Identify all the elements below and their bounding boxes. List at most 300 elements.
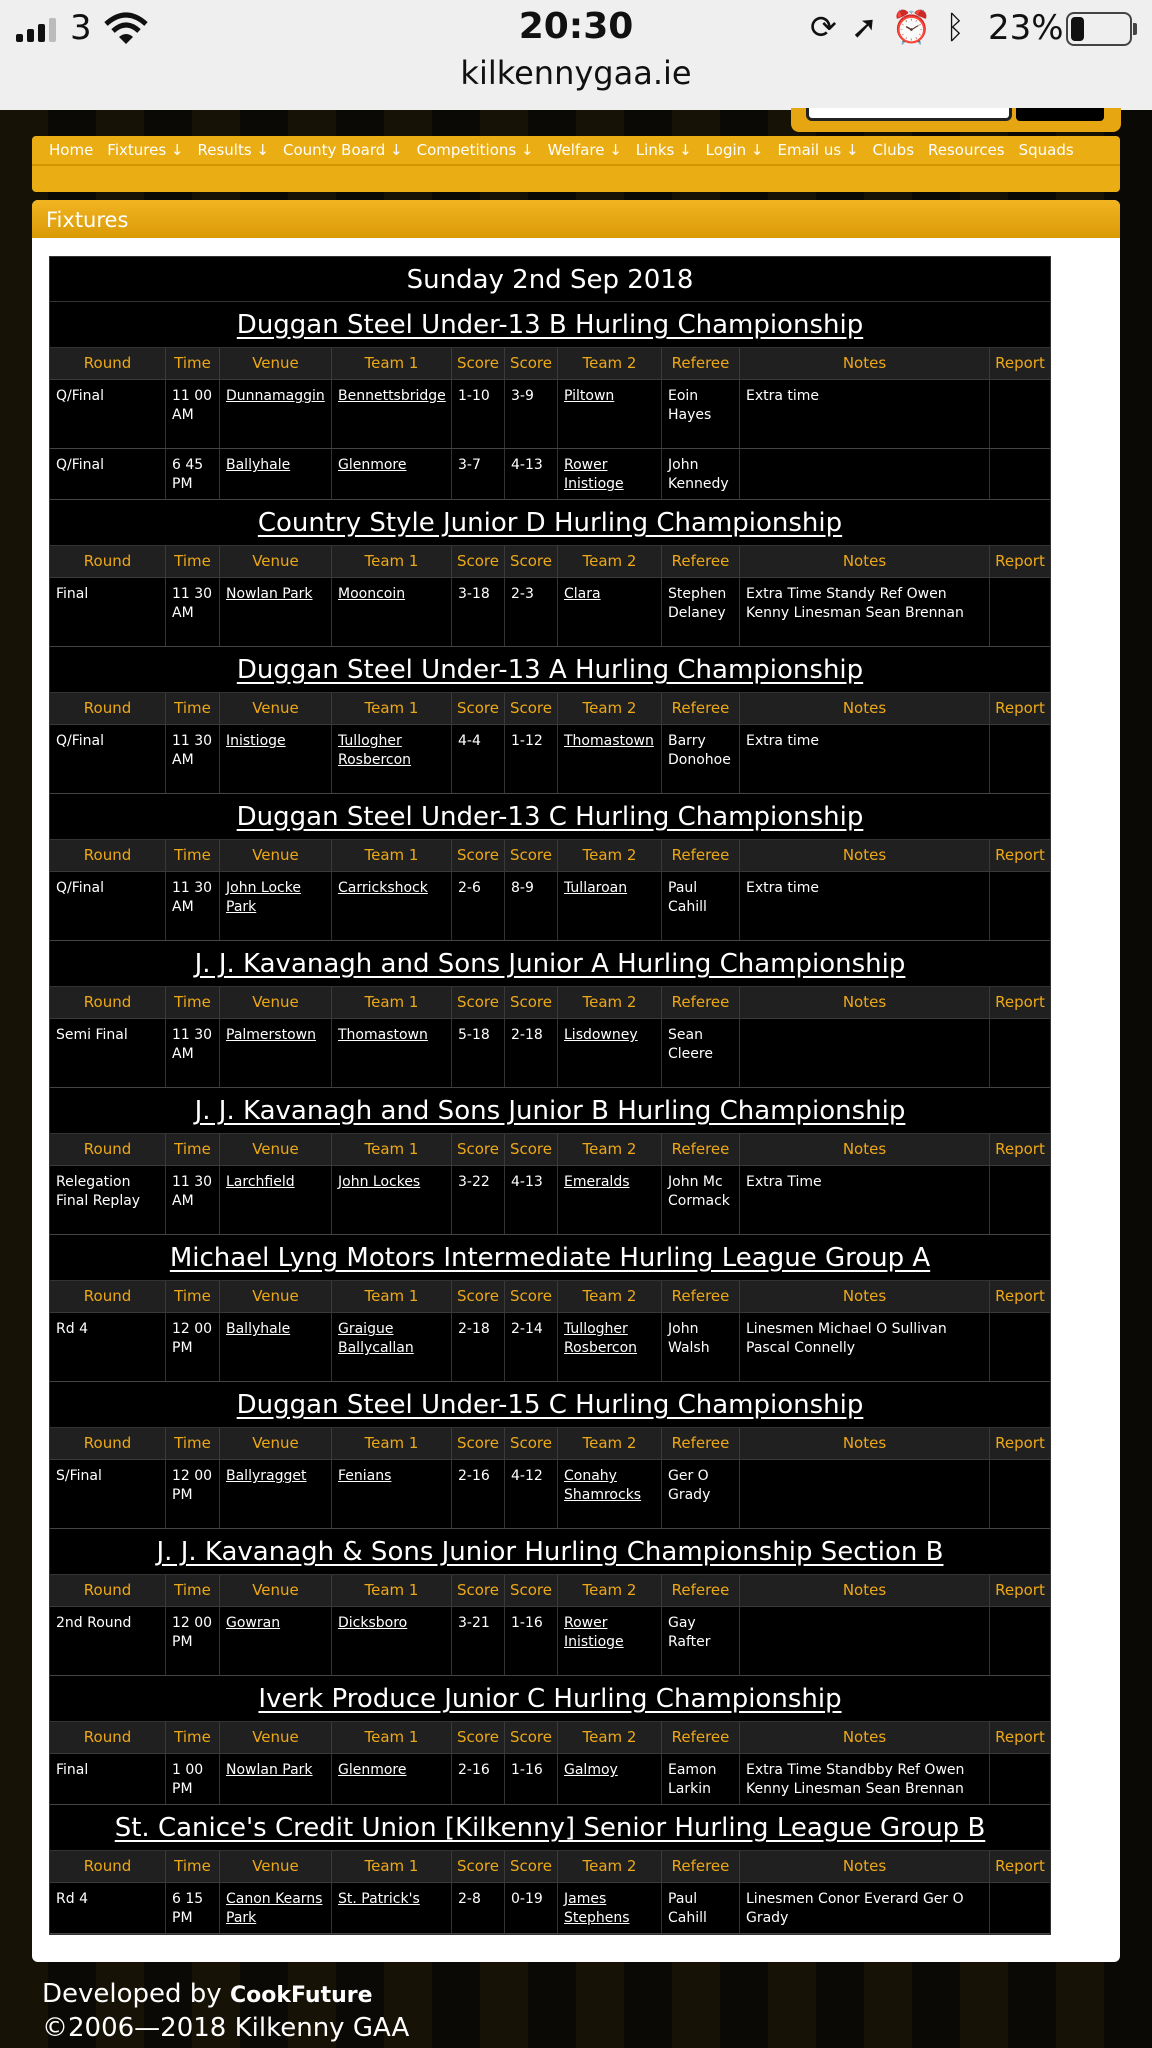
search-input[interactable] (806, 108, 1012, 121)
cell-round: Relegation Final Replay (50, 1166, 166, 1234)
cell-time: 11 30 AM (166, 872, 220, 940)
column-header-team-2: Team 2 (558, 1851, 662, 1882)
cell-team2[interactable]: Rower Inistioge (558, 1607, 662, 1675)
column-header-time: Time (166, 693, 220, 724)
cell-score2: 4-13 (505, 449, 558, 499)
competition-link[interactable]: Iverk Produce Junior C Hurling Championship (258, 1684, 842, 1714)
cell-round: Semi Final (50, 1019, 166, 1087)
cell-team2[interactable]: Rower Inistioge (558, 449, 662, 499)
column-header-notes: Notes (740, 693, 990, 724)
footer-copyright: ©2006—2018 Kilkenny GAA (42, 2013, 410, 2043)
competition-title (50, 1088, 1050, 1134)
table-header-row (50, 840, 1050, 872)
cell-venue[interactable]: Gowran (220, 1607, 332, 1675)
cell-team2[interactable]: Conahy Shamrocks (558, 1460, 662, 1528)
column-header-venue: Venue (220, 348, 332, 379)
competition-title (50, 794, 1050, 840)
competition-title (50, 302, 1050, 348)
column-header-report: Report (995, 1287, 1045, 1305)
column-header-score: Score (452, 1281, 505, 1312)
column-header-score: Score (505, 1428, 558, 1459)
cell-score2: 1-16 (505, 1607, 558, 1675)
competition-title (50, 1235, 1050, 1281)
battery-percentage: 23% (988, 8, 1064, 48)
table-row (50, 578, 1050, 647)
cell-notes: Linesmen Michael O Sullivan Pascal Connelly (740, 1313, 990, 1381)
cell-time: 12 00 PM (166, 1460, 220, 1528)
nav-item-clubs[interactable]: Clubs (872, 141, 915, 159)
cell-time: 11 30 AM (166, 1019, 220, 1087)
cell-report (990, 1166, 1050, 1234)
cell-score2: 2-3 (505, 578, 558, 646)
column-header-team-2: Team 2 (558, 987, 662, 1018)
cell-time: 1 00 PM (166, 1754, 220, 1804)
bluetooth-icon: ᛒ (945, 8, 965, 46)
cell-team2[interactable]: Thomastown (558, 725, 662, 793)
column-header-report: Report (995, 1581, 1045, 1599)
column-header-notes: Notes (740, 1134, 990, 1165)
column-header-score: Score (505, 1722, 558, 1753)
table-row (50, 1019, 1050, 1088)
cell-score1: 3-21 (452, 1607, 505, 1675)
competition-link[interactable]: Duggan Steel Under-13 C Hurling Championship (236, 802, 864, 832)
column-header-time: Time (166, 348, 220, 379)
cell-round: Final (50, 578, 166, 646)
nav-item-squads[interactable]: Squads (1018, 141, 1074, 159)
table-header-row (50, 1428, 1050, 1460)
cell-venue[interactable]: Nowlan Park (220, 578, 332, 646)
column-header-venue: Venue (220, 546, 332, 577)
nav-item-fixtures[interactable]: Fixtures ↓ (107, 141, 184, 159)
nav-item-competitions[interactable]: Competitions ↓ (416, 141, 534, 159)
cell-referee: Eamon Larkin (662, 1754, 740, 1804)
cell-score1: 3-18 (452, 578, 505, 646)
cell-team1[interactable]: Dicksboro (332, 1607, 452, 1675)
column-header-report: Report (995, 1140, 1045, 1158)
table-header-row (50, 987, 1050, 1019)
cell-notes: Extra time (740, 380, 990, 448)
column-header-notes: Notes (740, 348, 990, 379)
main-nav (32, 136, 1120, 192)
cell-team1[interactable]: Fenians (332, 1460, 452, 1528)
cell-round: S/Final (50, 1460, 166, 1528)
column-header-team-1: Team 1 (332, 1428, 452, 1459)
column-header-notes: Notes (740, 1281, 990, 1312)
cell-report (990, 380, 1050, 448)
cell-score1: 2-6 (452, 872, 505, 940)
cell-referee: Gay Rafter (662, 1607, 740, 1675)
column-header-time: Time (166, 840, 220, 871)
column-header-referee: Referee (662, 693, 740, 724)
column-header-team-1: Team 1 (332, 987, 452, 1018)
column-header-team-2: Team 2 (558, 840, 662, 871)
cell-score2: 0-19 (505, 1883, 558, 1933)
cell-venue[interactable]: Larchfield (220, 1166, 332, 1234)
column-header-time: Time (166, 1281, 220, 1312)
column-header-round: Round (50, 348, 166, 379)
column-header-venue: Venue (220, 840, 332, 871)
cell-score2: 2-18 (505, 1019, 558, 1087)
column-header-team-2: Team 2 (558, 348, 662, 379)
column-header-team-2: Team 2 (558, 1575, 662, 1606)
table-row (50, 380, 1050, 449)
cell-referee: Paul Cahill (662, 1883, 740, 1933)
cell-report (990, 872, 1050, 940)
competition-title (50, 500, 1050, 546)
cell-time: 6 45 PM (166, 449, 220, 499)
column-header-score: Score (505, 693, 558, 724)
cell-time: 11 00 AM (166, 380, 220, 448)
column-header-report: Report (995, 354, 1045, 372)
column-header-team-1: Team 1 (332, 1281, 452, 1312)
cell-round: Final (50, 1754, 166, 1804)
cell-round: Q/Final (50, 380, 166, 448)
column-header-notes: Notes (740, 1722, 990, 1753)
column-header-score: Score (452, 693, 505, 724)
footer-developed-label: Developed by (42, 1979, 222, 2009)
column-header-time: Time (166, 987, 220, 1018)
column-header-score: Score (452, 1851, 505, 1882)
panel-title: Fixtures (32, 200, 1120, 238)
column-header-referee: Referee (662, 1428, 740, 1459)
table-header-row (50, 1722, 1050, 1754)
cell-notes: Extra Time Standbby Ref Owen Kenny Linesman Sean Brennan (740, 1754, 990, 1804)
cell-time: 11 30 AM (166, 725, 220, 793)
competition-link[interactable]: J. J. Kavanagh and Sons Junior B Hurling Championship (194, 1096, 906, 1126)
column-header-time: Time (166, 1575, 220, 1606)
carrier-label: 3 (70, 8, 92, 48)
fixtures-date: Sunday 2nd Sep 2018 (50, 257, 1050, 302)
column-header-venue: Venue (220, 987, 332, 1018)
cell-referee: John Kennedy (662, 449, 740, 499)
cell-team1[interactable]: Graigue Ballycallan (332, 1313, 452, 1381)
column-header-score: Score (452, 348, 505, 379)
column-header-score: Score (505, 1851, 558, 1882)
column-header-report: Report (995, 552, 1045, 570)
column-header-notes: Notes (740, 840, 990, 871)
column-header-referee: Referee (662, 348, 740, 379)
cell-team1[interactable]: Glenmore (332, 449, 452, 499)
column-header-score: Score (505, 840, 558, 871)
cell-time: 11 30 AM (166, 1166, 220, 1234)
cell-notes (740, 1607, 990, 1675)
cell-referee: John Walsh (662, 1313, 740, 1381)
cell-report (990, 1019, 1050, 1087)
fixtures-panel (32, 200, 1120, 1962)
cell-notes: Linesmen Conor Everard Ger O Grady (740, 1883, 990, 1933)
cell-score1: 1-10 (452, 380, 505, 448)
cell-notes (740, 1019, 990, 1087)
competition-link[interactable]: Duggan Steel Under-13 B Hurling Championship (236, 310, 864, 340)
table-header-row (50, 546, 1050, 578)
cell-team2[interactable]: James Stephens (558, 1883, 662, 1933)
cell-round: Q/Final (50, 449, 166, 499)
column-header-score: Score (505, 1134, 558, 1165)
column-header-score: Score (505, 348, 558, 379)
column-header-referee: Referee (662, 987, 740, 1018)
column-header-score: Score (452, 987, 505, 1018)
status-bar (0, 0, 1152, 110)
cell-venue[interactable]: John Locke Park (220, 872, 332, 940)
orientation-lock-icon: ⟳ (810, 8, 837, 46)
cell-notes: Extra Time Standy Ref Owen Kenny Linesman Sean Brennan (740, 578, 990, 646)
column-header-round: Round (50, 693, 166, 724)
nav-divider (32, 164, 1120, 166)
table-header-row (50, 1575, 1050, 1607)
competition-title (50, 1529, 1050, 1575)
cell-report (990, 1883, 1050, 1933)
column-header-team-2: Team 2 (558, 1722, 662, 1753)
column-header-score: Score (452, 1722, 505, 1753)
cell-venue[interactable]: Ballyhale (220, 449, 332, 499)
cell-report (990, 578, 1050, 646)
competition-title (50, 1382, 1050, 1428)
competition-link[interactable]: Michael Lyng Motors Intermediate Hurling League Group A (169, 1243, 931, 1273)
column-header-score: Score (505, 987, 558, 1018)
cell-venue[interactable]: Inistioge (220, 725, 332, 793)
competition-link[interactable]: Duggan Steel Under-13 A Hurling Championship (236, 655, 864, 685)
cell-referee: Stephen Delaney (662, 578, 740, 646)
cell-round: Q/Final (50, 872, 166, 940)
column-header-team-1: Team 1 (332, 1851, 452, 1882)
battery-icon (1066, 12, 1132, 46)
cell-venue[interactable]: Ballyragget (220, 1460, 332, 1528)
column-header-round: Round (50, 1575, 166, 1606)
cell-referee: Paul Cahill (662, 872, 740, 940)
nav-item-home[interactable]: Home (49, 141, 94, 159)
developer-logo[interactable]: CookFuture (229, 1983, 373, 2008)
battery-fill (1071, 17, 1084, 41)
table-row (50, 1166, 1050, 1235)
location-arrow-icon: ➚ (850, 8, 878, 46)
cell-venue[interactable]: Canon Kearns Park (220, 1883, 332, 1933)
column-header-time: Time (166, 1722, 220, 1753)
competition-link[interactable]: Duggan Steel Under-15 C Hurling Championship (236, 1390, 864, 1420)
cell-venue[interactable]: Dunnamaggin (220, 380, 332, 448)
column-header-round: Round (50, 546, 166, 577)
cell-report (990, 725, 1050, 793)
column-header-team-1: Team 1 (332, 1575, 452, 1606)
column-header-score: Score (452, 546, 505, 577)
cell-venue[interactable]: Nowlan Park (220, 1754, 332, 1804)
column-header-report: Report (995, 846, 1045, 864)
table-row (50, 449, 1050, 500)
nav-item-links[interactable]: Links ↓ (635, 141, 692, 159)
competition-link[interactable]: J. J. Kavanagh and Sons Junior A Hurling Championship (194, 949, 906, 979)
table-row (50, 1607, 1050, 1676)
column-header-report: Report (995, 993, 1045, 1011)
column-header-round: Round (50, 1134, 166, 1165)
cell-team2[interactable]: Lisdowney (558, 1019, 662, 1087)
cell-score2: 3-9 (505, 380, 558, 448)
competition-title (50, 1676, 1050, 1722)
column-header-round: Round (50, 840, 166, 871)
cell-time: 11 30 AM (166, 578, 220, 646)
table-row (50, 872, 1050, 941)
cell-score2: 4-13 (505, 1166, 558, 1234)
cell-team1[interactable]: Glenmore (332, 1754, 452, 1804)
cell-team2[interactable]: Clara (558, 578, 662, 646)
cell-team1[interactable]: Mooncoin (332, 578, 452, 646)
column-header-venue: Venue (220, 1428, 332, 1459)
nav-item-county-board[interactable]: County Board ↓ (282, 141, 403, 159)
column-header-round: Round (50, 1851, 166, 1882)
cell-score2: 4-12 (505, 1460, 558, 1528)
cell-score2: 1-16 (505, 1754, 558, 1804)
status-icons (810, 8, 965, 46)
cell-team1[interactable]: Carrickshock (332, 872, 452, 940)
column-header-team-1: Team 1 (332, 1722, 452, 1753)
cell-score1: 4-4 (452, 725, 505, 793)
cell-team2[interactable]: Piltown (558, 380, 662, 448)
column-header-score: Score (505, 546, 558, 577)
column-header-referee: Referee (662, 840, 740, 871)
cell-venue[interactable]: Palmerstown (220, 1019, 332, 1087)
cell-venue[interactable]: Ballyhale (220, 1313, 332, 1381)
column-header-referee: Referee (662, 1722, 740, 1753)
cell-score1: 2-18 (452, 1313, 505, 1381)
cell-score2: 8-9 (505, 872, 558, 940)
column-header-venue: Venue (220, 1722, 332, 1753)
cell-score1: 5-18 (452, 1019, 505, 1087)
cell-report (990, 1754, 1050, 1804)
search-button[interactable] (1016, 108, 1104, 121)
cell-notes: Extra time (740, 872, 990, 940)
cell-team1[interactable]: John Lockes (332, 1166, 452, 1234)
cell-round: Q/Final (50, 725, 166, 793)
column-header-team-1: Team 1 (332, 840, 452, 871)
cell-team2[interactable]: Tullogher Rosbercon (558, 1313, 662, 1381)
cell-round: 2nd Round (50, 1607, 166, 1675)
cell-time: 12 00 PM (166, 1313, 220, 1381)
cell-score2: 2-14 (505, 1313, 558, 1381)
column-header-team-1: Team 1 (332, 1134, 452, 1165)
column-header-team-2: Team 2 (558, 1428, 662, 1459)
column-header-referee: Referee (662, 1575, 740, 1606)
column-header-notes: Notes (740, 987, 990, 1018)
column-header-round: Round (50, 1722, 166, 1753)
column-header-team-2: Team 2 (558, 546, 662, 577)
competition-title (50, 647, 1050, 693)
nav-menu (32, 136, 1120, 164)
column-header-venue: Venue (220, 1281, 332, 1312)
cell-team2[interactable]: Emeralds (558, 1166, 662, 1234)
column-header-score: Score (452, 1428, 505, 1459)
cell-time: 12 00 PM (166, 1607, 220, 1675)
column-header-venue: Venue (220, 693, 332, 724)
footer (42, 1978, 409, 2045)
nav-item-login[interactable]: Login ↓ (705, 141, 764, 159)
nav-item-email-us[interactable]: Email us ↓ (777, 141, 859, 159)
competition-link[interactable]: J. J. Kavanagh & Sons Junior Hurling Championship Section B (156, 1537, 944, 1567)
column-header-score: Score (452, 1575, 505, 1606)
column-header-venue: Venue (220, 1134, 332, 1165)
cell-team1[interactable]: Thomastown (332, 1019, 452, 1087)
competition-link[interactable]: St. Canice's Credit Union [Kilkenny] Senior Hurling League Group B (114, 1813, 986, 1843)
table-row (50, 725, 1050, 794)
cell-referee: Barry Donohoe (662, 725, 740, 793)
column-header-team-2: Team 2 (558, 693, 662, 724)
cell-referee: John Mc Cormack (662, 1166, 740, 1234)
column-header-time: Time (166, 1134, 220, 1165)
cell-team2[interactable]: Tullaroan (558, 872, 662, 940)
table-header-row (50, 348, 1050, 380)
nav-item-welfare[interactable]: Welfare ↓ (547, 141, 622, 159)
column-header-round: Round (50, 1281, 166, 1312)
column-header-score: Score (505, 1281, 558, 1312)
column-header-team-1: Team 1 (332, 546, 452, 577)
cell-round: Rd 4 (50, 1883, 166, 1933)
column-header-report: Report (995, 699, 1045, 717)
column-header-score: Score (452, 840, 505, 871)
cell-score1: 3-7 (452, 449, 505, 499)
table-row (50, 1883, 1050, 1934)
column-header-time: Time (166, 546, 220, 577)
competition-title (50, 941, 1050, 987)
column-header-referee: Referee (662, 546, 740, 577)
cell-report (990, 449, 1050, 499)
column-header-notes: Notes (740, 1575, 990, 1606)
column-header-time: Time (166, 1428, 220, 1459)
status-time: 20:30 (518, 6, 634, 47)
column-header-round: Round (50, 987, 166, 1018)
column-header-team-1: Team 1 (332, 693, 452, 724)
cell-notes (740, 449, 990, 499)
fixtures-table (49, 256, 1051, 1935)
cell-team1[interactable]: Bennettsbridge (332, 380, 452, 448)
cell-referee: Eoin Hayes (662, 380, 740, 448)
column-header-notes: Notes (740, 1428, 990, 1459)
column-header-notes: Notes (740, 546, 990, 577)
column-header-team-2: Team 2 (558, 1281, 662, 1312)
column-header-referee: Referee (662, 1851, 740, 1882)
column-header-team-2: Team 2 (558, 1134, 662, 1165)
cell-score2: 1-12 (505, 725, 558, 793)
cell-score1: 2-8 (452, 1883, 505, 1933)
table-header-row (50, 1281, 1050, 1313)
column-header-referee: Referee (662, 1281, 740, 1312)
cell-team2[interactable]: Galmoy (558, 1754, 662, 1804)
cell-score1: 2-16 (452, 1754, 505, 1804)
cell-referee: Sean Cleere (662, 1019, 740, 1087)
cell-referee: Ger O Grady (662, 1460, 740, 1528)
cell-score1: 2-16 (452, 1460, 505, 1528)
alarm-icon: ⏰ (891, 8, 932, 46)
column-header-report: Report (995, 1434, 1045, 1452)
nav-item-resources[interactable]: Resources (928, 141, 1005, 159)
table-row (50, 1313, 1050, 1382)
competition-title (50, 1805, 1050, 1851)
column-header-score: Score (505, 1575, 558, 1606)
column-header-score: Score (452, 1134, 505, 1165)
nav-item-results[interactable]: Results ↓ (197, 141, 269, 159)
column-header-time: Time (166, 1851, 220, 1882)
cell-team1[interactable]: St. Patrick's (332, 1883, 452, 1933)
cell-report (990, 1607, 1050, 1675)
column-header-report: Report (995, 1728, 1045, 1746)
address-bar-url[interactable]: kilkennygaa.ie (460, 54, 692, 92)
column-header-referee: Referee (662, 1134, 740, 1165)
column-header-venue: Venue (220, 1851, 332, 1882)
competition-link[interactable]: Country Style Junior D Hurling Championship (257, 508, 843, 538)
cell-report (990, 1460, 1050, 1528)
cell-team1[interactable]: Tullogher Rosbercon (332, 725, 452, 793)
table-row (50, 1460, 1050, 1529)
table-header-row (50, 1134, 1050, 1166)
cell-time: 6 15 PM (166, 1883, 220, 1933)
cell-score1: 3-22 (452, 1166, 505, 1234)
column-header-round: Round (50, 1428, 166, 1459)
